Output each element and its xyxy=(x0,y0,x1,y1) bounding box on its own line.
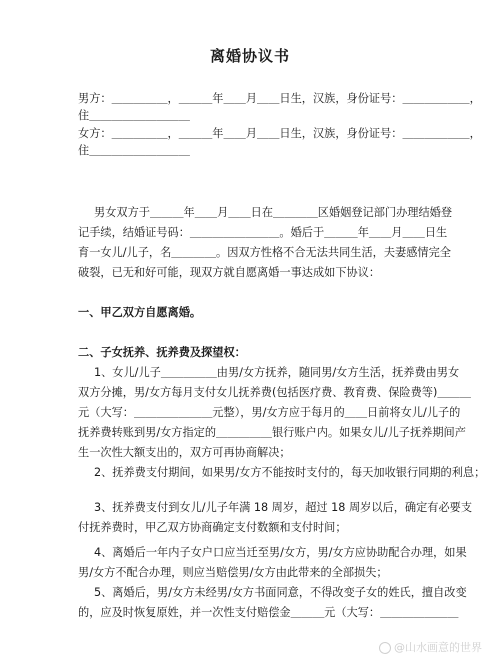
intro-line: 记手续，结婚证号码：＿＿＿＿＿＿＿＿。婚后于＿＿＿年＿＿月＿＿日生 xyxy=(78,226,448,239)
clause-line: 1、女儿/儿子＿＿＿＿＿由男/女方抚养，随同男/女方生活，抚养费由男女 xyxy=(94,366,460,379)
clause-line: 双方分摊，男/女方每月支付女儿抚养费(包括医疗费、教育费、保险费等)＿＿＿ xyxy=(78,386,471,399)
watermark xyxy=(379,639,482,655)
clause-line: 的，应及时恢复原姓，并一次性支付赔偿金＿＿＿元（大写：＿＿＿＿＿＿＿ xyxy=(78,606,459,619)
female-party-line: 女方：＿＿＿＿＿，＿＿＿年＿＿月＿＿日生，汉族，身份证号：＿＿＿＿＿＿， xyxy=(78,127,481,140)
clause-line: 2、抚养费支付期间，如果男/女方不能按时支付的，每天加收银行同期的利息； xyxy=(94,466,486,479)
intro-line: 育一女儿/儿子，名＿＿＿＿。因双方性格不合无法共同生活，夫妻感情完全 xyxy=(78,246,451,259)
watermark-logo-icon xyxy=(379,642,391,654)
clause-line: 5、离婚后，男/女方未经男/女方书面同意，不得改变子女的姓氏，擅自改变 xyxy=(94,586,467,599)
female-address-line: 住＿＿＿＿＿＿＿＿＿ xyxy=(78,144,190,157)
clause-line: 抚养费转账到男/女方指定的＿＿＿＿＿银行账户内。如果女儿/儿子抚养期间产 xyxy=(78,426,466,439)
clause-line: 元（大写：＿＿＿＿＿＿＿元整），男/女方应于每月的＿＿日前将女儿/儿子的 xyxy=(78,406,461,419)
watermark-text: @山水画意的世界 xyxy=(394,641,482,654)
clause-line: 生一次性大额支出的，双方可再协商解决； xyxy=(78,446,291,459)
clause-line: 3、抚养费支付到女儿/儿子年满 18 周岁，超过 18 周岁以后，确定有必要支 xyxy=(94,501,473,514)
document-title: 离婚协议书 xyxy=(209,47,290,65)
male-address-line: 住＿＿＿＿＿＿＿＿＿ xyxy=(78,109,190,122)
clause-line: 男/女方不配合办理，则应当赔偿男/女方由此带来的全部损失； xyxy=(78,566,388,579)
intro-line: 破裂，已无和好可能，现双方就自愿离婚一事达成如下协议： xyxy=(78,266,381,279)
clause-line: 4、离婚后一年内子女户口应当迁至男/女方，男/女方应协助配合办理，如果 xyxy=(94,546,467,559)
section-heading-2: 二、子女抚养、抚养费及探望权： xyxy=(78,346,246,359)
section-heading-1: 一、甲乙双方自愿离婚。 xyxy=(78,306,202,319)
intro-line: 男女双方于＿＿＿年＿＿月＿＿日在＿＿＿＿区婚姻登记部门办理结婚登 xyxy=(94,206,453,219)
male-party-line: 男方：＿＿＿＿＿，＿＿＿年＿＿月＿＿日生，汉族，身份证号：＿＿＿＿＿＿， xyxy=(78,92,481,105)
clause-line: 付抚养费时，甲乙双方协商确定支付数额和支付时间； xyxy=(78,521,347,534)
